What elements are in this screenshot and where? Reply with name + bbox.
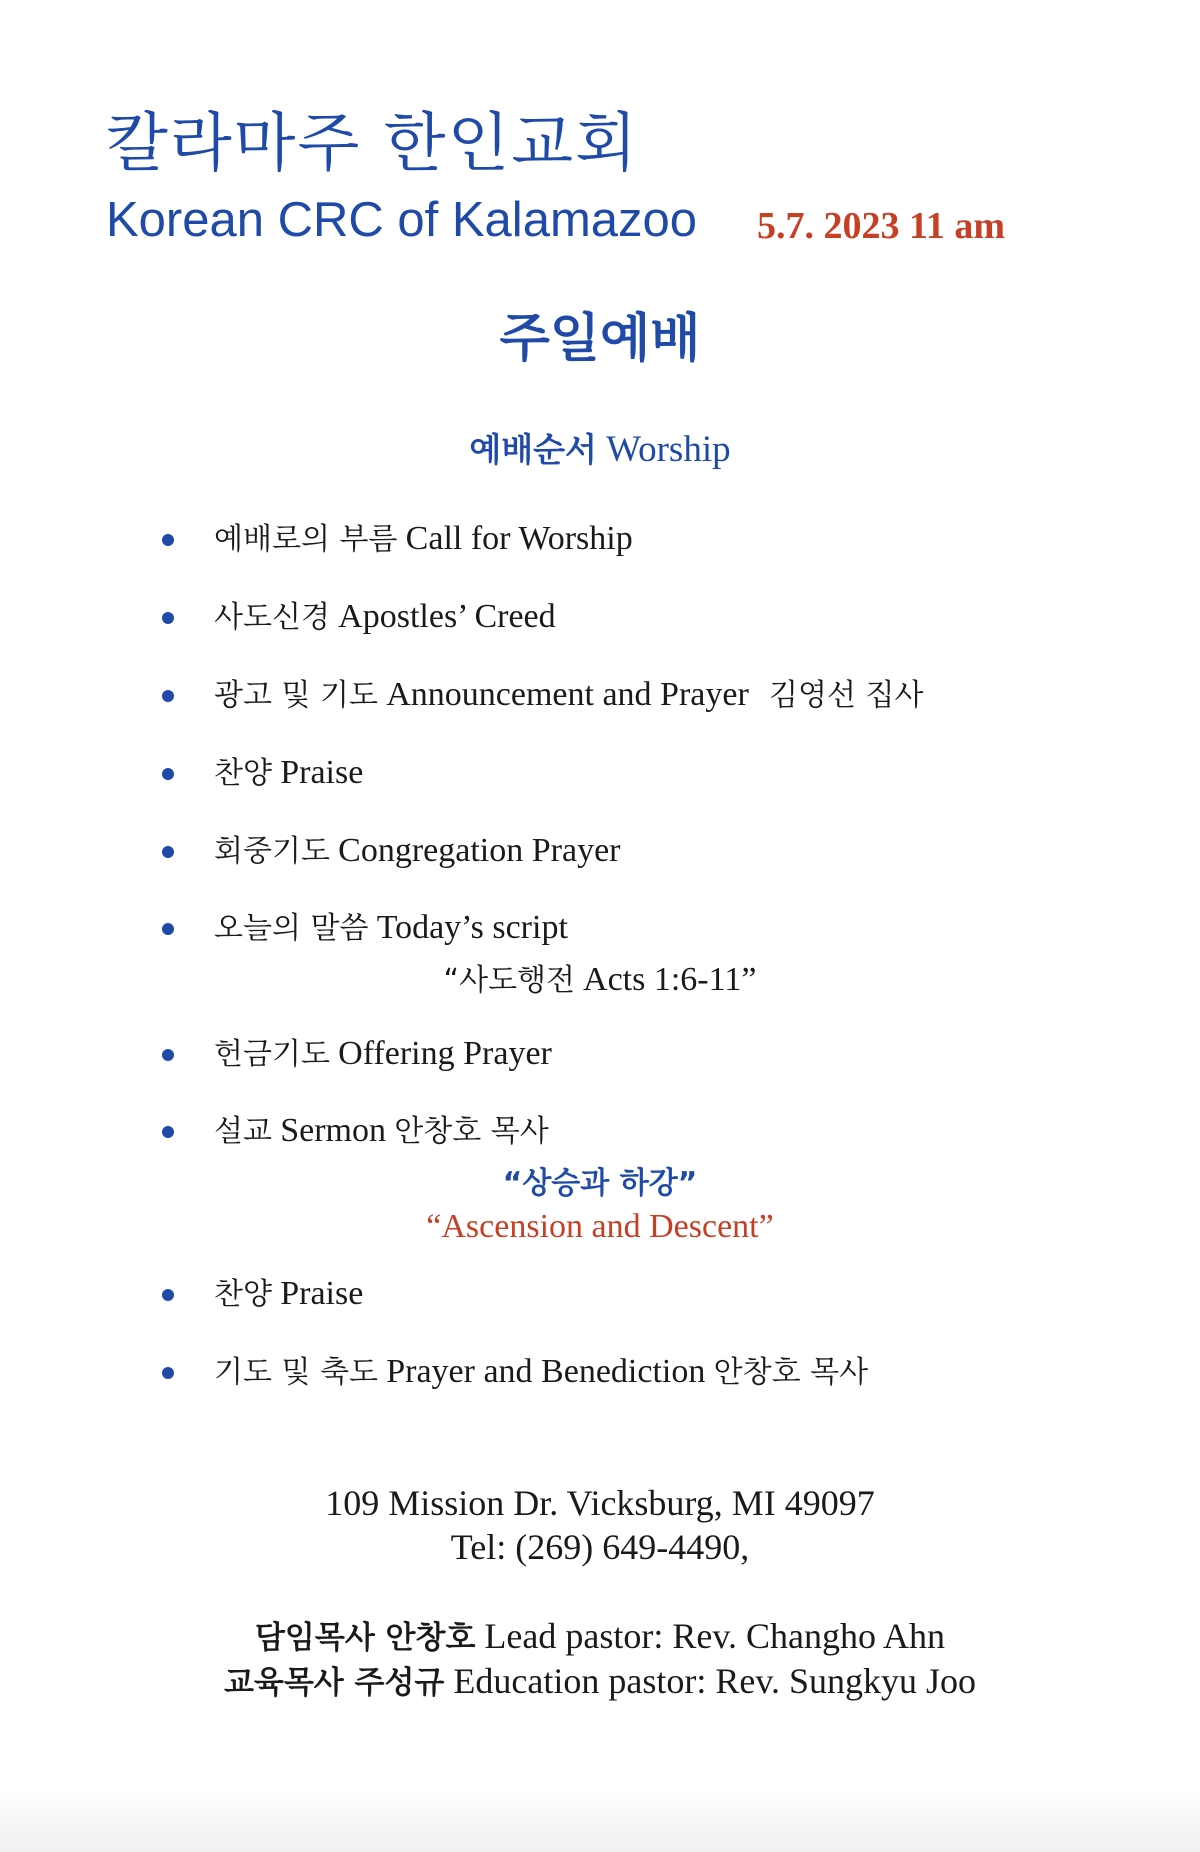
order-heading-korean: 예배순서: [469, 430, 597, 469]
item-english: Congregation Prayer: [338, 832, 621, 869]
list-item: [0, 1106, 1200, 1156]
item-korean: 광고 및 기도: [214, 678, 378, 713]
item-english: Prayer and Benediction: [386, 1353, 706, 1390]
item-english: Call for Worship: [405, 520, 633, 557]
scripture-english: Acts 1:6-11”: [583, 961, 757, 998]
church-address: 109 Mission Dr. Vicksburg, MI 49097: [325, 1483, 875, 1523]
bullet-icon: [162, 690, 174, 702]
item-korean: 찬양: [214, 756, 272, 791]
bullet-icon: [162, 1289, 174, 1301]
education-pastor-korean: 교육목사 주성규: [223, 1665, 445, 1701]
education-pastor-english: Education pastor: Rev. Sungkyu Joo: [453, 1661, 977, 1701]
order-heading-english: Worship: [606, 429, 731, 470]
scripture-reference: [0, 955, 1200, 999]
list-item: [0, 670, 1200, 720]
service-title: 주일예배: [499, 309, 701, 369]
item-english: Sermon: [280, 1112, 386, 1149]
church-name-english: Korean CRC of Kalamazoo: [106, 193, 698, 247]
item-leader: 안창호 목사: [713, 1355, 869, 1390]
education-pastor: [0, 1657, 1200, 1702]
bullet-icon: [162, 1049, 174, 1061]
item-korean: 헌금기도: [214, 1037, 330, 1072]
bullet-icon: [162, 534, 174, 546]
bullet-icon: [162, 612, 174, 624]
item-korean: 오늘의 말씀: [214, 911, 369, 946]
bullet-icon: [162, 1367, 174, 1379]
list-item: [0, 1347, 1200, 1397]
item-english: Praise: [280, 1275, 364, 1312]
list-item: [0, 1029, 1200, 1079]
item-english: Offering Prayer: [338, 1035, 552, 1072]
page-edge-shadow: [0, 1792, 1200, 1852]
scripture-korean: “사도행전: [443, 963, 576, 998]
sermon-title-english: “Ascension and Descent”: [426, 1208, 774, 1245]
item-leader: 김영선 집사: [769, 678, 924, 713]
item-english: Praise: [280, 754, 364, 791]
list-item: [0, 592, 1200, 642]
lead-pastor-korean: 담임목사 안창호: [254, 1620, 476, 1656]
lead-pastor: [0, 1612, 1200, 1657]
item-leader: 안창호 목사: [394, 1114, 549, 1149]
order-of-worship-heading: [0, 424, 1200, 471]
service-date-time: 5.7. 2023 11 am: [757, 205, 1006, 247]
bullet-icon: [162, 923, 174, 935]
bullet-icon: [162, 768, 174, 780]
item-english: Announcement and Prayer: [386, 676, 749, 713]
bullet-icon: [162, 846, 174, 858]
lead-pastor-english: Lead pastor: Rev. Changho Ahn: [484, 1616, 945, 1656]
item-korean: 설교: [214, 1114, 272, 1149]
list-item: [0, 514, 1200, 564]
sermon-title-korean: “상승과 하강”: [502, 1166, 698, 1201]
church-name-korean: 칼라마주 한인교회: [106, 107, 639, 181]
item-english: Apostles’ Creed: [338, 598, 556, 635]
church-telephone: Tel: (269) 649-4490,: [450, 1527, 750, 1567]
item-korean: 기도 및 축도: [214, 1355, 378, 1390]
list-item: [0, 748, 1200, 798]
item-korean: 회중기도: [214, 834, 330, 869]
item-korean: 예배로의 부름: [214, 522, 398, 557]
bullet-icon: [162, 1126, 174, 1138]
list-item: [0, 903, 1200, 953]
list-item: [0, 1269, 1200, 1319]
list-item: [0, 826, 1200, 876]
item-korean: 찬양: [214, 1277, 272, 1312]
item-english: Today’s script: [376, 909, 568, 946]
item-korean: 사도신경: [214, 600, 330, 635]
